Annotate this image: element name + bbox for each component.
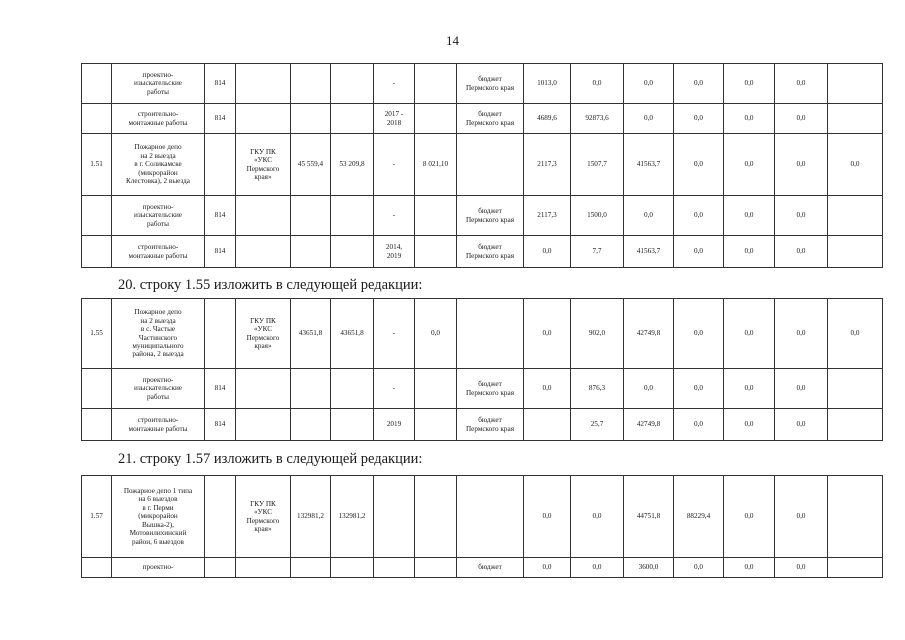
table-cell: 8 021,10 xyxy=(415,134,457,196)
table-cell: 0,0 xyxy=(674,64,724,104)
table-cell: 42749,8 xyxy=(624,409,674,441)
table-cell: 0,0 xyxy=(724,558,775,578)
table-cell: 2117,3 xyxy=(524,196,571,236)
table-cell: 814 xyxy=(205,409,236,441)
table-cell: 41563,7 xyxy=(624,236,674,268)
table-cell xyxy=(415,104,457,134)
table-cell xyxy=(331,64,374,104)
table-cell: 1013,0 xyxy=(524,64,571,104)
table-cell xyxy=(374,476,415,558)
table-cell xyxy=(82,236,112,268)
table-cell: 92873,6 xyxy=(571,104,624,134)
table-cell: 0,0 xyxy=(571,476,624,558)
table-cell xyxy=(828,236,883,268)
table-cell: проектно- изыскательские работы xyxy=(112,64,205,104)
table-cell: 0,0 xyxy=(624,369,674,409)
table-cell: 45 559,4 xyxy=(291,134,331,196)
table-cell: 0,0 xyxy=(674,558,724,578)
table-cell: 814 xyxy=(205,64,236,104)
table-cell xyxy=(457,134,524,196)
table-cell xyxy=(291,409,331,441)
table-cell: 53 209,8 xyxy=(331,134,374,196)
table-cell: - xyxy=(374,299,415,369)
table-row-1-55 xyxy=(81,298,883,441)
table-cell xyxy=(236,104,291,134)
table-cell xyxy=(205,299,236,369)
table-cell xyxy=(331,369,374,409)
table-cell: 7,7 xyxy=(571,236,624,268)
table-cell: бюджет Пермского края xyxy=(457,104,524,134)
table-cell: 0,0 xyxy=(775,64,828,104)
table-cell: 876,3 xyxy=(571,369,624,409)
table-cell xyxy=(828,476,883,558)
table-cell: 0,0 xyxy=(674,236,724,268)
table-cell: 43651,8 xyxy=(331,299,374,369)
table-cell: 0,0 xyxy=(775,299,828,369)
table-cell: 0,0 xyxy=(674,369,724,409)
table-cell: 0,0 xyxy=(828,299,883,369)
table-row-1-57 xyxy=(81,475,883,578)
table-row xyxy=(82,476,883,558)
table-cell: бюджет Пермского края xyxy=(457,409,524,441)
table-cell: бюджет xyxy=(457,558,524,578)
table-cell xyxy=(415,64,457,104)
table-cell: 0,0 xyxy=(775,369,828,409)
table-cell: 25,7 xyxy=(571,409,624,441)
table-cell: 41563,7 xyxy=(624,134,674,196)
table-cell: строительно- монтажные работы xyxy=(112,104,205,134)
table-row xyxy=(82,134,883,196)
table-cell: - xyxy=(374,134,415,196)
table-cell xyxy=(415,476,457,558)
table-cell: Пожарное депо 1 типа на 6 выездов в г. Перми (микрорайон Вышка-2), Мотовилихинский район, 6 выездов xyxy=(112,476,205,558)
table-cell: 0,0 xyxy=(724,476,775,558)
table-cell: проектно- xyxy=(112,558,205,578)
section-heading-21: 21. строку 1.57 изложить в следующей редакции: xyxy=(118,451,423,467)
table-cell xyxy=(828,409,883,441)
table-cell: 0,0 xyxy=(775,134,828,196)
table-cell: бюджет Пермского края xyxy=(457,369,524,409)
table-cell: 2019 xyxy=(374,409,415,441)
table-cell: 0,0 xyxy=(724,134,775,196)
table-cell xyxy=(524,409,571,441)
table-cell xyxy=(236,64,291,104)
table-cell: 0,0 xyxy=(775,476,828,558)
table-cell xyxy=(82,409,112,441)
table-row-1-51 xyxy=(81,63,883,268)
table-cell xyxy=(828,104,883,134)
table-cell xyxy=(82,64,112,104)
table-cell: 0,0 xyxy=(571,558,624,578)
table-cell xyxy=(457,476,524,558)
table-cell: 1507,7 xyxy=(571,134,624,196)
table-cell: 132981,2 xyxy=(291,476,331,558)
table-cell: 1500,0 xyxy=(571,196,624,236)
table-row xyxy=(82,64,883,104)
table-cell: 0,0 xyxy=(415,299,457,369)
table-cell: 814 xyxy=(205,236,236,268)
table-cell xyxy=(457,299,524,369)
table-cell: 0,0 xyxy=(524,299,571,369)
table-cell: проектно- изыскательские работы xyxy=(112,196,205,236)
table-cell: 132981,2 xyxy=(331,476,374,558)
table-cell: 0,0 xyxy=(674,134,724,196)
table-cell: 0,0 xyxy=(624,196,674,236)
table-cell: ГКУ ПК «УКС Пермского края» xyxy=(236,134,291,196)
table-cell xyxy=(205,558,236,578)
table-cell: 0,0 xyxy=(775,104,828,134)
table-cell: 0,0 xyxy=(571,64,624,104)
table-cell xyxy=(291,236,331,268)
table-cell xyxy=(374,558,415,578)
table-cell: - xyxy=(374,369,415,409)
table-cell: 814 xyxy=(205,104,236,134)
table-cell: 0,0 xyxy=(724,299,775,369)
table-cell: 0,0 xyxy=(828,134,883,196)
table-cell: бюджет Пермского края xyxy=(457,236,524,268)
table-row xyxy=(82,369,883,409)
table-cell xyxy=(236,409,291,441)
table-cell: 1.55 xyxy=(82,299,112,369)
table-cell: 43651,8 xyxy=(291,299,331,369)
table-cell xyxy=(291,196,331,236)
table-cell xyxy=(291,369,331,409)
table-cell xyxy=(82,558,112,578)
table-cell: 0,0 xyxy=(524,476,571,558)
page-number: 14 xyxy=(446,33,459,48)
table-row xyxy=(82,558,883,578)
table-cell xyxy=(331,236,374,268)
table-cell: 0,0 xyxy=(624,64,674,104)
table-cell xyxy=(331,558,374,578)
table-cell xyxy=(331,409,374,441)
table-cell: - xyxy=(374,64,415,104)
table-cell xyxy=(828,369,883,409)
table-cell: 2117,3 xyxy=(524,134,571,196)
table-cell: 1.51 xyxy=(82,134,112,196)
section-heading-20: 20. строку 1.55 изложить в следующей редакции: xyxy=(118,277,423,293)
table-cell: 0,0 xyxy=(775,558,828,578)
table-cell: 814 xyxy=(205,369,236,409)
table-cell: 0,0 xyxy=(724,236,775,268)
table-cell: 4689,6 xyxy=(524,104,571,134)
table-cell xyxy=(828,196,883,236)
table-cell: 0,0 xyxy=(524,369,571,409)
table-cell xyxy=(331,104,374,134)
table-cell: 0,0 xyxy=(775,236,828,268)
table-cell: 0,0 xyxy=(524,236,571,268)
table-cell: 0,0 xyxy=(624,104,674,134)
table-cell xyxy=(82,104,112,134)
table-cell: 0,0 xyxy=(724,369,775,409)
table-cell: 3600,0 xyxy=(624,558,674,578)
table-cell: 0,0 xyxy=(674,104,724,134)
table-cell xyxy=(291,64,331,104)
table-cell: 1.57 xyxy=(82,476,112,558)
table-cell: 0,0 xyxy=(724,64,775,104)
table-row xyxy=(82,236,883,268)
table-cell: 2017 - 2018 xyxy=(374,104,415,134)
table-cell: 2014, 2019 xyxy=(374,236,415,268)
table-cell: строительно- монтажные работы xyxy=(112,409,205,441)
table-cell xyxy=(828,558,883,578)
table-cell: 0,0 xyxy=(674,196,724,236)
table-cell xyxy=(291,558,331,578)
table-cell: 0,0 xyxy=(724,104,775,134)
table-cell: 0,0 xyxy=(674,299,724,369)
table-cell: 814 xyxy=(205,196,236,236)
table-cell xyxy=(828,64,883,104)
table-cell: - xyxy=(374,196,415,236)
table-cell: ГКУ ПК «УКС Пермского края» xyxy=(236,299,291,369)
table-cell: 0,0 xyxy=(775,409,828,441)
table-cell: ГКУ ПК «УКС Пермского края» xyxy=(236,476,291,558)
table-cell: 0,0 xyxy=(775,196,828,236)
table-cell xyxy=(331,196,374,236)
table-cell xyxy=(236,236,291,268)
table-cell: Пожарное депо на 2 выезда в с. Частые Частинского муниципального района, 2 выезда xyxy=(112,299,205,369)
table-cell: бюджет Пермского края xyxy=(457,196,524,236)
table-cell: 44751,8 xyxy=(624,476,674,558)
table-cell xyxy=(415,236,457,268)
table-cell xyxy=(415,558,457,578)
table-cell: 902,0 xyxy=(571,299,624,369)
table-row xyxy=(82,196,883,236)
table-cell: строительно- монтажные работы xyxy=(112,236,205,268)
table-cell: проектно- изыскательские работы xyxy=(112,369,205,409)
table-cell: бюджет Пермского края xyxy=(457,64,524,104)
table-cell xyxy=(205,476,236,558)
table-cell xyxy=(205,134,236,196)
table-cell xyxy=(415,409,457,441)
table-cell: Пожарное депо на 2 выезда в г. Соликамске (микрорайон Клестовка), 2 выезда xyxy=(112,134,205,196)
table-cell: 0,0 xyxy=(524,558,571,578)
table-cell: 88229,4 xyxy=(674,476,724,558)
table-cell xyxy=(82,369,112,409)
table-row xyxy=(82,104,883,134)
table-cell xyxy=(236,558,291,578)
table-cell: 42749,8 xyxy=(624,299,674,369)
table-cell xyxy=(236,369,291,409)
table-cell xyxy=(82,196,112,236)
table-row xyxy=(82,409,883,441)
table-row xyxy=(82,299,883,369)
table-cell: 0,0 xyxy=(674,409,724,441)
table-cell xyxy=(415,369,457,409)
table-cell: 0,0 xyxy=(724,409,775,441)
table-cell xyxy=(236,196,291,236)
table-cell xyxy=(291,104,331,134)
table-cell: 0,0 xyxy=(724,196,775,236)
table-cell xyxy=(415,196,457,236)
